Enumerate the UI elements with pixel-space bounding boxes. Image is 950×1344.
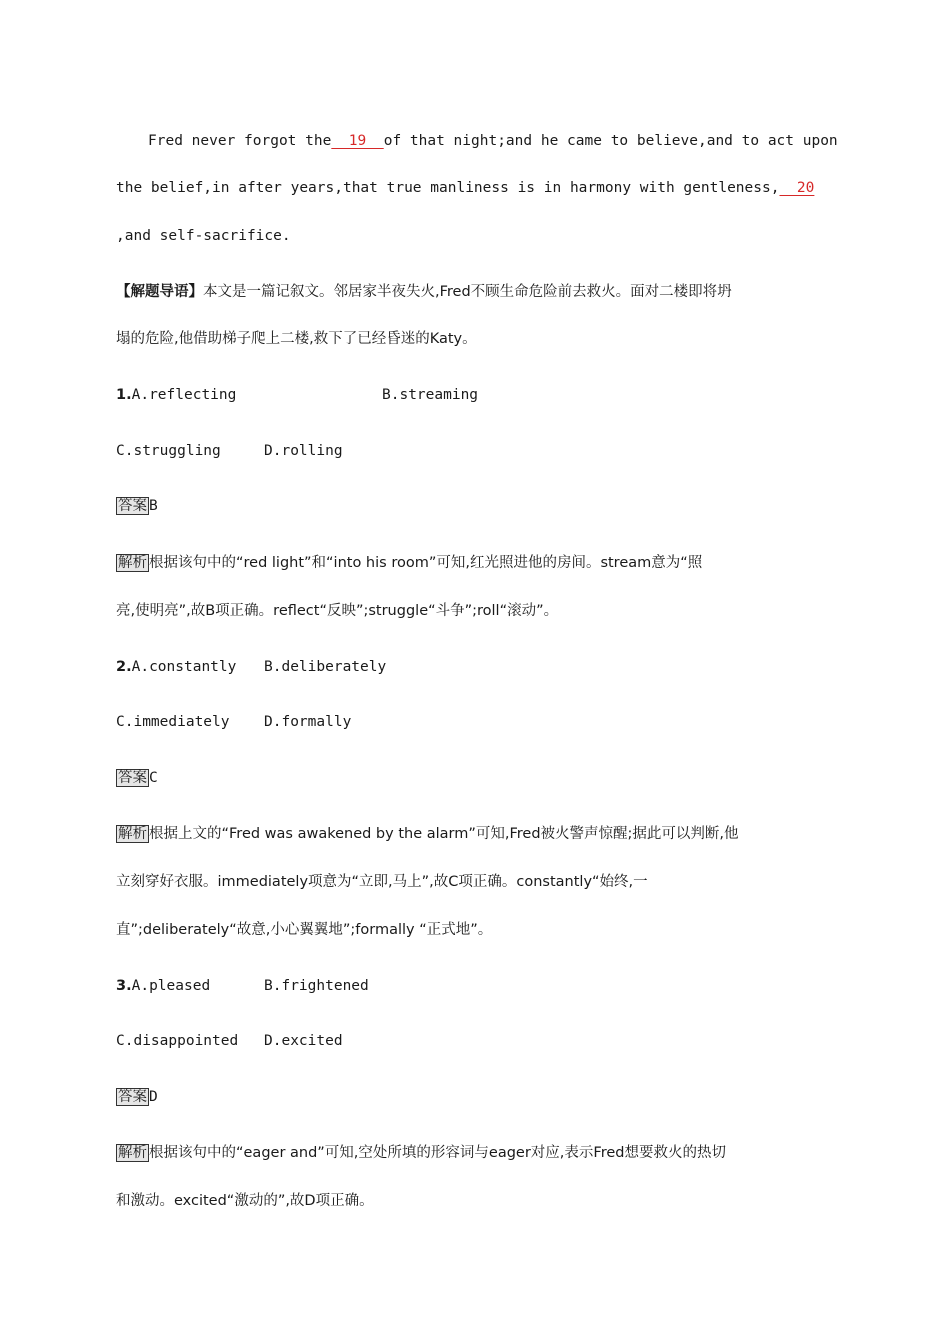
answer-value: D [149,1089,158,1105]
analysis-tag: 解析 [118,1145,147,1161]
analysis-line-1 [116,553,702,573]
analysis-tag: 解析 [118,826,147,842]
answer-line [116,496,158,516]
passage-text: Fred never forgot the [148,133,332,149]
analysis-line-2: 和激动。excited“激动的”,故D项正确。 [116,1193,374,1209]
answer-line [116,1087,158,1107]
question-1-options-row1 [116,385,236,405]
analysis-line-1 [116,824,739,844]
analysis-line-2: 亮,使明亮”,故B项正确。reflect“反映”;struggle“斗争”;roll“滚动”。 [116,603,559,619]
option-a: A.reflecting [131,387,237,403]
passage-line-3: ,and self-sacrifice. [116,228,291,244]
option-b: B.frightened [264,978,369,994]
analysis-text: 根据该句中的“eager and”可知,空处所填的形容词与eager对应,表示Fred想要救火的热切 [149,1145,726,1161]
option-d: D.rolling [264,443,343,459]
passage-line-2 [116,178,814,198]
answer-tag: 答案 [118,1089,147,1105]
option-c: C.disappointed [116,1033,239,1049]
option-a: A.constantly [131,659,237,675]
guide-text: 本文是一篇记叙文。邻居家半夜失火,Fred不顾生命危险前去救火。面对二楼即将坍 [203,284,732,300]
answer-line [116,768,158,788]
option-b: B.deliberately [264,659,387,675]
option-a: A.pleased [131,978,211,994]
guide-line-1 [116,282,732,302]
option-d: D.excited [264,1033,343,1049]
option-b: B.streaming [382,387,479,403]
analysis-text: 根据该句中的“red light”和“into his room”可知,红光照进他的房间。stream意为“照 [149,555,703,571]
blank-19: 19 [331,133,384,149]
question-number: 1. [116,387,132,403]
analysis-line-3: 直”;deliberately“故意,小心翼翼地”;formally “正式地”。 [116,922,493,938]
question-2-options-row1 [116,657,236,677]
question-number: 2. [116,659,132,675]
passage-text: of that night;and he came to believe,and to act upon [383,133,838,149]
analysis-line-1 [116,1143,726,1163]
option-d: D.formally [264,714,352,730]
option-c: C.struggling [116,443,221,459]
guide-line-2: 塌的危险,他借助梯子爬上二楼,救下了已经昏迷的Katy。 [116,331,477,347]
analysis-line-2: 立刻穿好衣服。immediately项意为“立即,马上”,故C项正确。constantly“始终,一 [116,874,648,890]
passage-text: the belief,in after years,that true manliness is in harmony with gentleness, [116,180,780,196]
question-3-options-row1 [116,976,210,996]
question-number: 3. [116,978,132,994]
analysis-tag: 解析 [118,555,147,571]
answer-tag: 答案 [118,498,147,514]
answer-value: C [149,770,158,786]
analysis-text: 根据上文的“Fred was awakened by the alarm”可知,Fred被火警声惊醒;据此可以判断,他 [149,826,739,842]
answer-value: B [149,498,158,514]
answer-tag: 答案 [118,770,147,786]
blank-20: 20 [779,180,815,196]
guide-label: 【解题导语】 [116,284,203,300]
passage-line-1 [148,131,838,151]
option-c: C.immediately [116,714,230,730]
